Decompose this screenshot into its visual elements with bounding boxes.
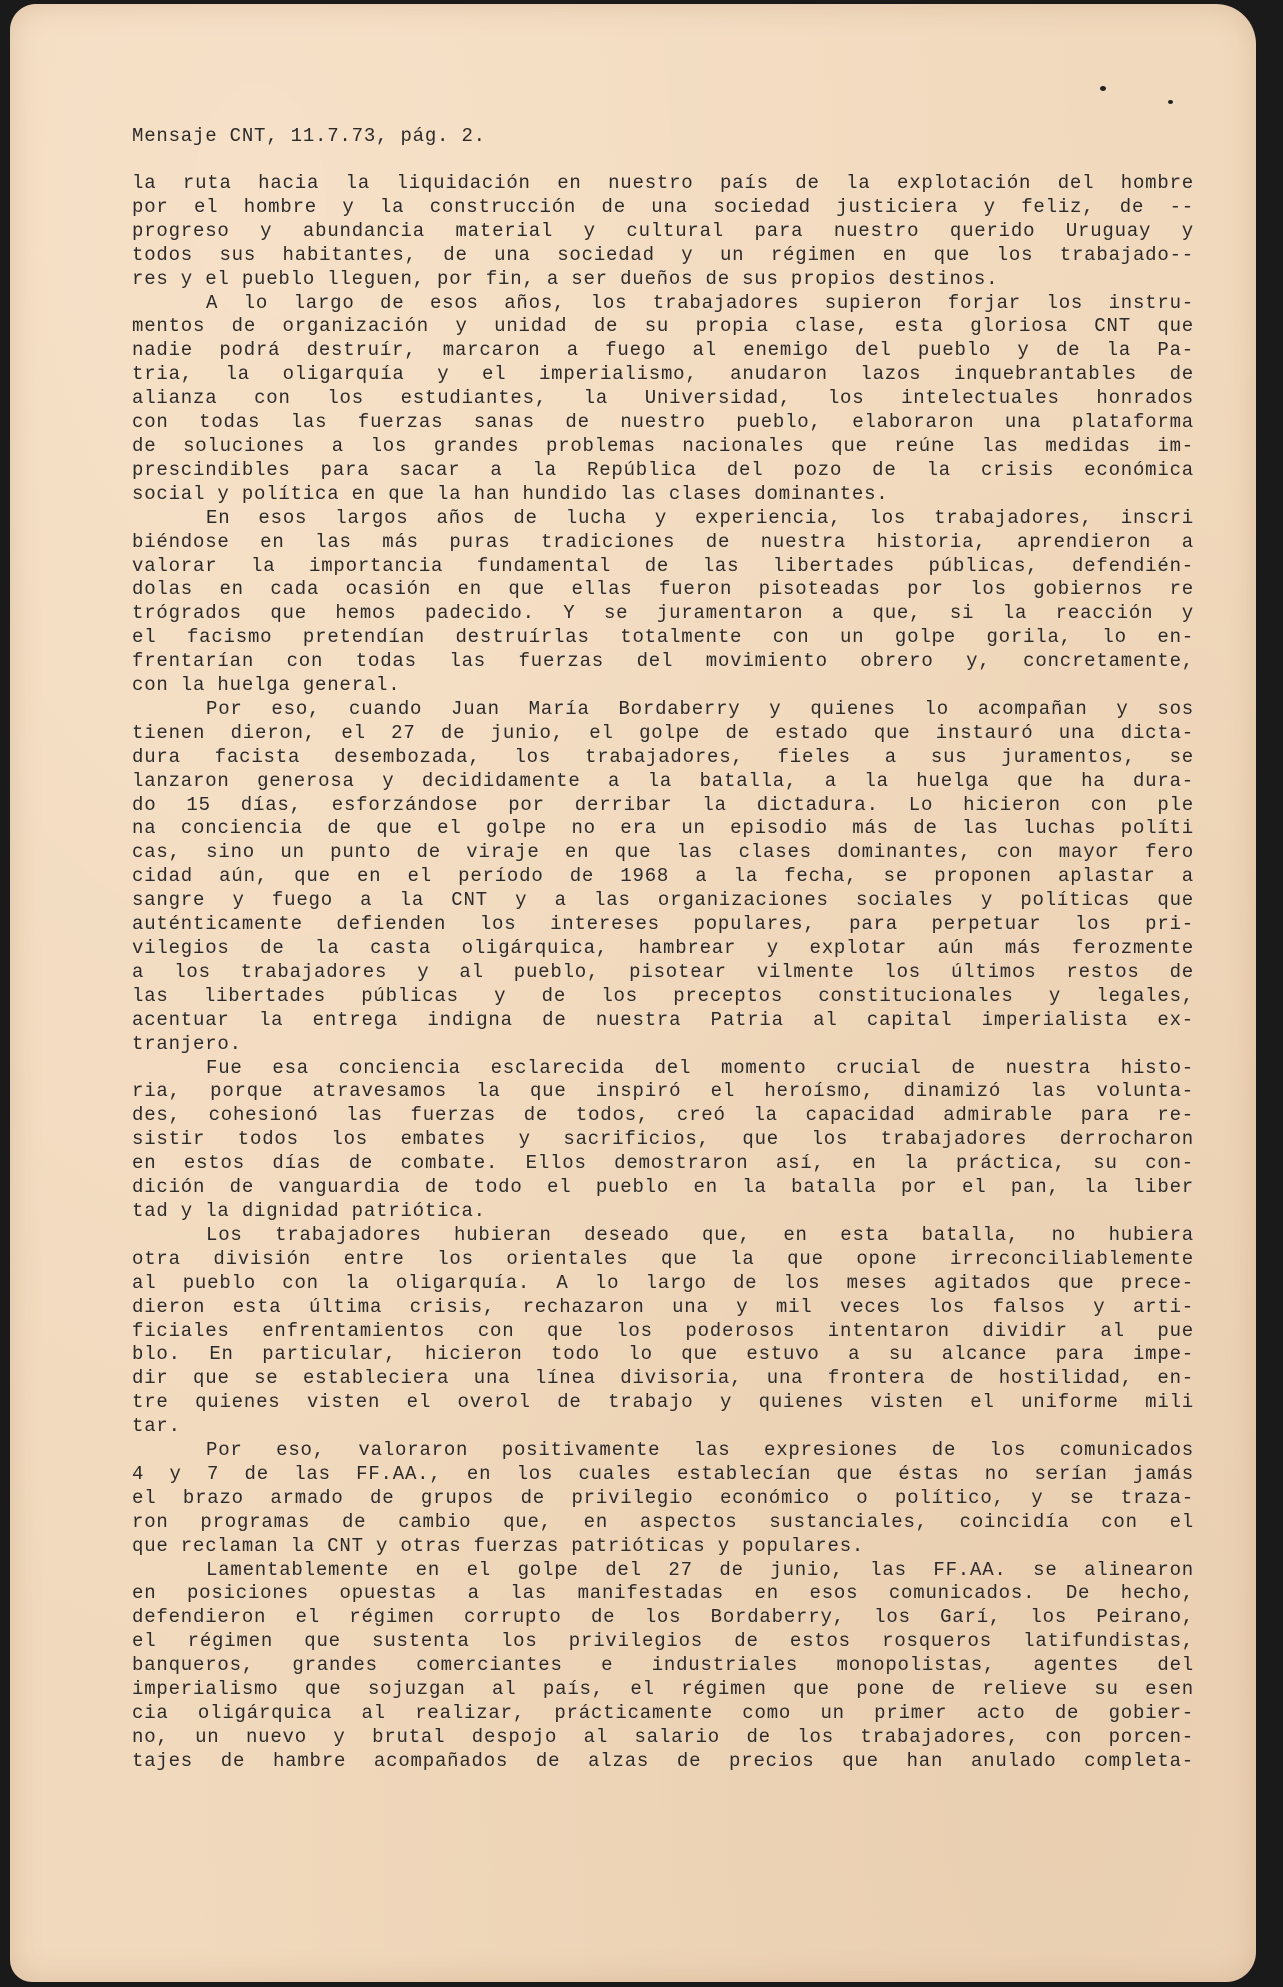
text-line: prescindibles para sacar a la República del pozo de la crisis económica: [132, 458, 1194, 481]
ink-speck: [1168, 100, 1173, 104]
text-line: do 15 días, esforzándose por derribar la dictadura. Lo hicieron con ple: [132, 793, 1194, 816]
text-line: con la huelga general.: [132, 674, 401, 697]
text-line: valorar la importancia fundamental de las libertades públicas, defendién-: [132, 554, 1194, 577]
text-line: biéndose en las más puras tradiciones de nuestra historia, aprendieron a: [132, 530, 1194, 553]
text-line: tar.: [132, 1415, 181, 1438]
text-line: 4 y 7 de las FF.AA., en los cuales establecían que éstas no serían jamás: [132, 1462, 1194, 1485]
text-line: En esos largos años de lucha y experiencia, los trabajadores, inscri: [206, 506, 1194, 529]
text-line: sistir todos los embates y sacrificios, que los trabajadores derrocharon: [132, 1128, 1194, 1151]
text-line: sangre y fuego a la CNT y a las organizaciones sociales y políticas que: [132, 889, 1194, 912]
text-line: acentuar la entrega indigna de nuestra Patria al capital imperialista ex-: [132, 1008, 1194, 1031]
text-line: alianza con los estudiantes, la Universidad, los intelectuales honrados: [132, 387, 1194, 410]
text-line: vilegios de la casta oligárquica, hambrear y explotar aún más ferozmente: [132, 937, 1194, 959]
text-line: no, un nuevo y brutal despojo al salario de los trabajadores, con porcen-: [132, 1725, 1194, 1748]
text-line: cas, sino un punto de viraje en que las clases dominantes, con mayor fero: [132, 841, 1194, 864]
text-line: la ruta hacia la liquidación en nuestro país de la explotación del hombre: [132, 172, 1194, 194]
text-line: el facismo pretendían destruírlas totalmente con un golpe gorila, lo en-: [132, 626, 1194, 649]
text-line: ria, porque atravesamos la que inspiró el heroísmo, dinamizó las volunta-: [132, 1080, 1194, 1103]
document-body: [132, 172, 1194, 1774]
text-line: blo. En particular, hicieron todo lo que estuvo a su alcance para impe-: [132, 1343, 1194, 1366]
text-line: tria, la oligarquía y el imperialismo, anudaron lazos inquebrantables de: [132, 363, 1194, 386]
text-line: el régimen que sustenta los privilegios de estos rosqueros latifundistas,: [132, 1630, 1194, 1653]
text-line: imperialismo que sojuzgan al país, el régimen que pone de relieve su esen: [132, 1678, 1194, 1701]
text-line: trógrados que hemos padecido. Y se juramentaron a que, si la reacción y: [132, 602, 1194, 625]
text-line: dir que se estableciera una línea divisoria, una frontera de hostilidad, en-: [132, 1367, 1194, 1390]
typewritten-document: [132, 124, 1194, 1774]
text-line: ficiales enfrentamientos con que los poderosos intentaron dividir al pue: [132, 1319, 1194, 1342]
text-line: ron programas de cambio que, en aspectos sustanciales, coincidía con el: [132, 1510, 1194, 1533]
text-line: dieron esta última crisis, rechazaron una y mil veces los falsos y arti-: [132, 1295, 1194, 1318]
text-line: cia oligárquica al realizar, prácticamente como un primer acto de gobier-: [132, 1702, 1194, 1724]
text-line: cidad aún, que en el período de 1968 a la fecha, se proponen aplastar a: [132, 865, 1194, 888]
text-line: frentarían con todas las fuerzas del movimiento obrero y, concretamente,: [132, 650, 1194, 673]
text-line: Lamentablemente en el golpe del 27 de junio, las FF.AA. se alinearon: [206, 1558, 1194, 1581]
text-line: auténticamente defienden los intereses populares, para perpetuar los pri-: [132, 913, 1194, 936]
text-line: tienen dieron, el 27 de junio, el golpe de estado que instauró una dicta-: [132, 721, 1194, 744]
text-line: con todas las fuerzas sanas de nuestro pueblo, elaboraron una plataforma: [132, 411, 1194, 434]
text-line: banqueros, grandes comerciantes e industriales monopolistas, agentes del: [132, 1654, 1194, 1677]
text-line: las libertades públicas y de los preceptos constitucionales y legales,: [132, 984, 1194, 1007]
text-line: mentos de organización y unidad de su propia clase, esta gloriosa CNT que: [132, 315, 1194, 338]
text-line: a los trabajadores y al pueblo, pisotear vilmente los últimos restos de: [132, 960, 1194, 983]
text-line: al pueblo con la oligarquía. A lo largo de los meses agitados que prece-: [132, 1271, 1194, 1294]
text-line: el brazo armado de grupos de privilegio económico o político, y se traza-: [132, 1486, 1194, 1509]
text-line: progreso y abundancia material y cultural para nuestro querido Uruguay y: [132, 219, 1194, 242]
text-line: A lo largo de esos años, los trabajadores supieron forjar los instru-: [206, 291, 1194, 314]
text-line: de soluciones a los grandes problemas nacionales que reúne las medidas im-: [132, 434, 1194, 457]
paper-sheet: [10, 4, 1256, 1982]
text-line: defendieron el régimen corrupto de los Bordaberry, los Garí, los Peirano,: [132, 1606, 1194, 1629]
text-line: por el hombre y la construcción de una sociedad justiciera y feliz, de --: [132, 195, 1194, 218]
text-line: todos sus habitantes, de una sociedad y un régimen en que los trabajado--: [132, 243, 1194, 266]
text-line: tajes de hambre acompañados de alzas de precios que han anulado completa-: [132, 1749, 1194, 1772]
page-header: Mensaje CNT, 11.7.73, pág. 2.: [132, 125, 486, 147]
text-line: dolas en cada ocasión en que ellas fueron pisoteadas por los gobiernos re: [132, 578, 1194, 601]
text-line: tad y la dignidad patriótica.: [132, 1199, 486, 1222]
text-line: otra división entre los orientales que la que opone irreconciliablemente: [132, 1247, 1194, 1270]
text-line: Fue esa conciencia esclarecida del momento crucial de nuestra histo-: [206, 1056, 1194, 1079]
text-line: des, cohesionó las fuerzas de todos, creó la capacidad admirable para re-: [132, 1104, 1194, 1127]
text-line: en posiciones opuestas a las manifestadas en esos comunicados. De hecho,: [132, 1582, 1194, 1605]
text-line: Los trabajadores hubieran deseado que, en esta batalla, no hubiera: [206, 1223, 1194, 1246]
text-line: res y el pueblo lleguen, por fin, a ser dueños de sus propios destinos.: [132, 267, 999, 290]
text-line: dura facista desembozada, los trabajadores, fieles a sus juramentos, se: [132, 745, 1194, 768]
text-line: que reclaman la CNT y otras fuerzas patrióticas y populares.: [132, 1534, 865, 1557]
text-line: tranjero.: [132, 1032, 242, 1055]
text-line: social y política en que la han hundido las clases dominantes.: [132, 482, 889, 505]
text-line: dición de vanguardia de todo el pueblo en la batalla por el pan, la liber: [132, 1176, 1194, 1199]
text-line: na conciencia de que el golpe no era un episodio más de las luchas políti: [132, 817, 1194, 840]
ink-speck: [1100, 86, 1106, 91]
text-line: Por eso, cuando Juan María Bordaberry y quienes lo acompañan y sos: [206, 697, 1194, 720]
text-line: nadie podrá destruír, marcaron a fuego al enemigo del pueblo y de la Pa-: [132, 339, 1194, 362]
text-line: tre quienes visten el overol de trabajo y quienes visten el uniforme mili: [132, 1391, 1194, 1414]
text-line: lanzaron generosa y decididamente a la batalla, a la huelga que ha dura-: [132, 769, 1194, 792]
text-line: Por eso, valoraron positivamente las expresiones de los comunicados: [206, 1439, 1194, 1462]
text-line: en estos días de combate. Ellos demostraron así, en la práctica, su con-: [132, 1152, 1194, 1175]
